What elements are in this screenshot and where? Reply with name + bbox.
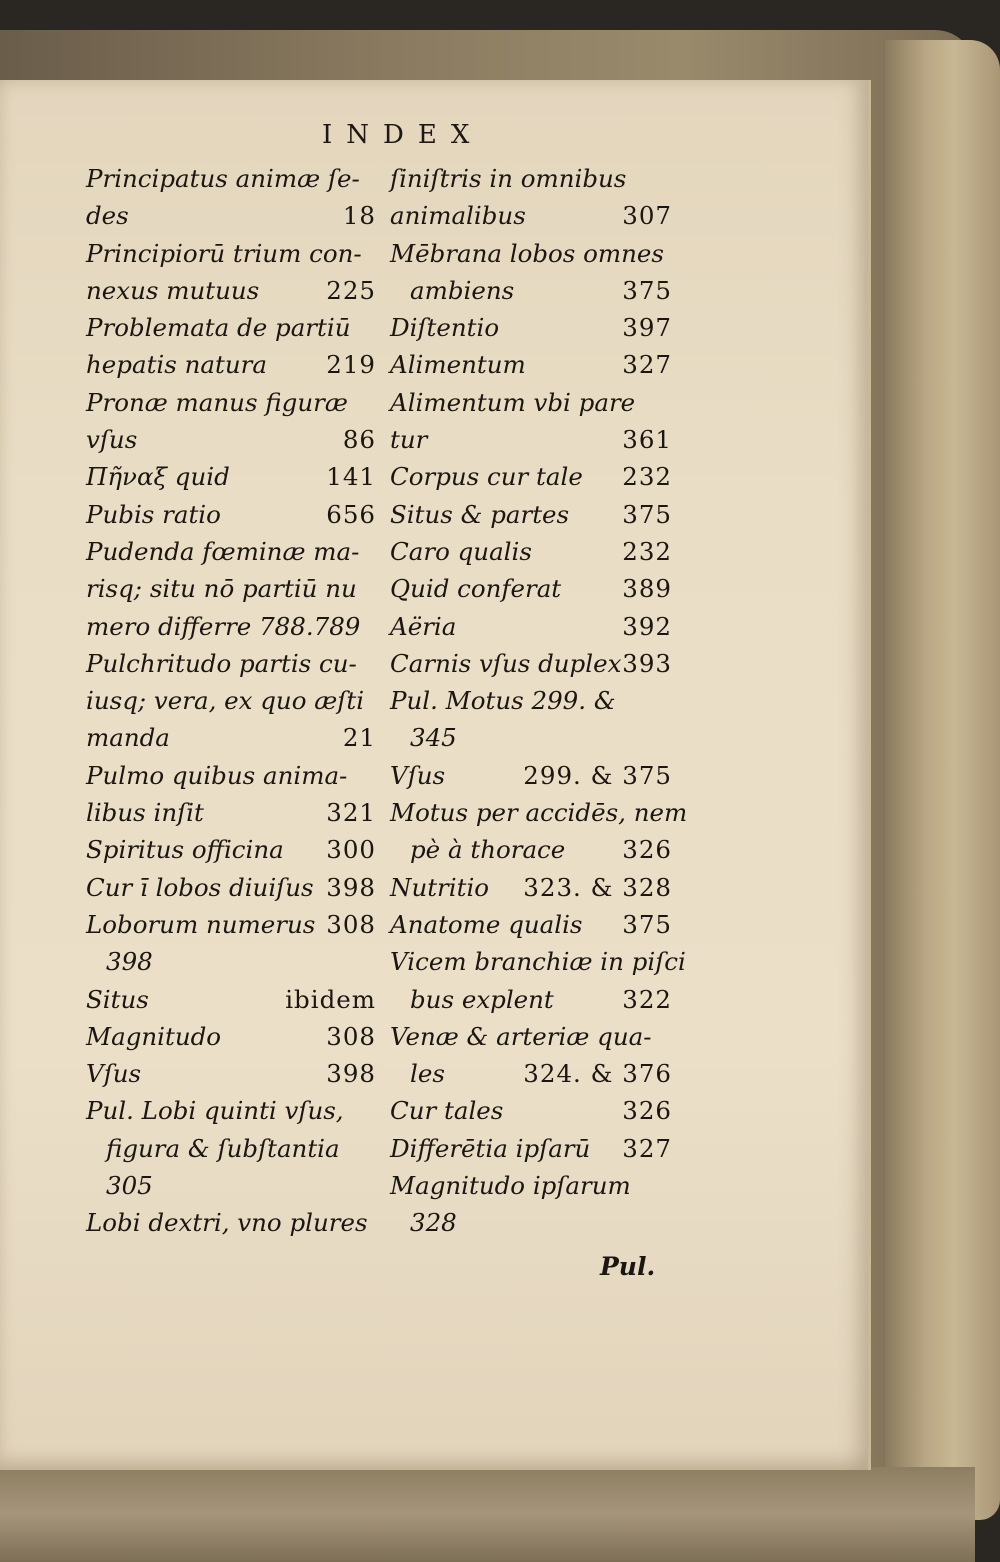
index-entry-text: bus explent bbox=[410, 984, 554, 1014]
index-entry bbox=[86, 1055, 376, 1092]
index-entry-text: 305 bbox=[106, 1171, 153, 1201]
index-entry bbox=[86, 757, 376, 794]
index-entry-text: Vſus bbox=[390, 760, 446, 790]
index-entry bbox=[390, 757, 672, 794]
index-entry-page: 219 bbox=[326, 350, 376, 380]
index-entry-text: les bbox=[410, 1059, 445, 1089]
index-entry-text: Quid conferat bbox=[390, 574, 562, 604]
index-entry-page: 232 bbox=[622, 536, 672, 566]
index-entry bbox=[86, 608, 376, 645]
index-entry-page: 225 bbox=[326, 275, 376, 305]
index-entry-page: 232 bbox=[622, 462, 672, 492]
index-entry-page: 375 bbox=[622, 275, 672, 305]
index-entry-text: Vſus bbox=[86, 1059, 142, 1089]
index-entry-text: Corpus cur tale bbox=[390, 462, 583, 492]
index-entry-page: 308 bbox=[326, 909, 376, 939]
index-entry bbox=[390, 496, 672, 533]
index-entry-text: ambiens bbox=[410, 275, 515, 305]
index-entry bbox=[86, 197, 376, 234]
index-entry bbox=[86, 831, 376, 868]
index-entry bbox=[86, 981, 376, 1018]
index-entry-text: ſiniſtris in omnibus bbox=[390, 164, 627, 193]
index-entry-page: 86 bbox=[342, 425, 376, 455]
index-entry bbox=[390, 570, 672, 607]
index-entry-text: Principatus animæ ſe- bbox=[86, 164, 360, 193]
index-entry bbox=[86, 906, 376, 943]
index-entry bbox=[390, 235, 672, 272]
index-entry-text: Problemata de partiū bbox=[86, 313, 351, 343]
index-entry bbox=[86, 794, 376, 831]
index-entry-text: Carnis vſus duplex bbox=[390, 648, 622, 678]
index-entry-text: animalibus bbox=[390, 201, 526, 231]
index-entry bbox=[390, 384, 672, 421]
index-entry-page: 141 bbox=[326, 462, 376, 492]
index-entry-page: 323. & 328 bbox=[523, 872, 672, 902]
index-entry-text: Pubis ratio bbox=[86, 499, 221, 529]
index-entry bbox=[390, 309, 672, 346]
index-entry bbox=[390, 1018, 672, 1055]
index-entry-text: Alimentum bbox=[390, 350, 526, 380]
index-entry-page: 375 bbox=[622, 909, 672, 939]
index-entry bbox=[86, 570, 376, 607]
index-entry bbox=[86, 1204, 376, 1241]
index-entry-text: manda bbox=[86, 723, 170, 753]
index-entry-text: risq; situ nō partiū nu bbox=[86, 574, 357, 604]
left-index-column bbox=[86, 160, 376, 1242]
index-entry-text: Situs & partes bbox=[390, 499, 570, 529]
index-entry-page: 307 bbox=[622, 201, 672, 231]
index-entry bbox=[86, 384, 376, 421]
index-entry-text: figura & ſubſtantia bbox=[106, 1133, 340, 1163]
index-entry-page: 299. & 375 bbox=[523, 760, 672, 790]
index-entry-page: 397 bbox=[622, 313, 672, 343]
index-entry-text: Pronæ manus figuræ bbox=[86, 387, 348, 417]
index-entry-page: 398 bbox=[326, 1059, 376, 1089]
index-entry-page: 308 bbox=[326, 1021, 376, 1051]
index-entry bbox=[86, 1167, 376, 1204]
index-entry-text: Cur ī lobos diuiſus bbox=[86, 872, 314, 902]
index-entry-text: Pulmo quibus anima- bbox=[86, 760, 348, 790]
index-entry-text: Alimentum vbi pare bbox=[390, 387, 636, 417]
index-entry bbox=[86, 533, 376, 570]
index-entry bbox=[86, 346, 376, 383]
index-entry bbox=[390, 831, 672, 868]
index-entry bbox=[86, 645, 376, 682]
index-entry bbox=[86, 160, 376, 197]
index-entry-text: nexus mutuus bbox=[86, 275, 260, 305]
index-entry-text: mero differre 788.789 bbox=[86, 611, 361, 641]
index-entry bbox=[390, 682, 672, 719]
index-entry-text: 328 bbox=[410, 1208, 457, 1238]
cover-bottom-edge bbox=[0, 1467, 975, 1562]
index-entry-text: 398 bbox=[106, 947, 153, 977]
index-entry-text: Anatome qualis bbox=[390, 909, 583, 939]
index-entry-text: 345 bbox=[410, 723, 457, 753]
index-entry bbox=[86, 309, 376, 346]
index-entry bbox=[390, 906, 672, 943]
index-entry bbox=[86, 943, 376, 980]
index-entry bbox=[86, 719, 376, 756]
index-entry bbox=[390, 160, 672, 197]
index-entry-text: Situs bbox=[86, 984, 149, 1014]
index-entry bbox=[390, 719, 672, 756]
index-entry bbox=[390, 1092, 672, 1129]
index-entry bbox=[390, 533, 672, 570]
index-entry bbox=[390, 943, 686, 980]
index-entry-text: vſus bbox=[86, 425, 138, 455]
index-entry-text: Principiorū trium con- bbox=[86, 238, 362, 268]
index-entry bbox=[86, 869, 376, 906]
index-entry-text: Vicem branchiæ in piſci bbox=[390, 947, 686, 977]
index-entry bbox=[86, 458, 376, 495]
index-entry-page: 375 bbox=[622, 499, 672, 529]
index-entry bbox=[86, 1130, 376, 1167]
index-entry-text: Cur tales bbox=[390, 1096, 504, 1126]
index-entry-page: ibidem bbox=[285, 984, 376, 1014]
index-entry-page: 322 bbox=[622, 984, 672, 1014]
index-entry bbox=[390, 421, 672, 458]
index-entry bbox=[86, 1092, 376, 1129]
index-entry bbox=[390, 197, 672, 234]
index-entry-text: Pul. Motus 299. & bbox=[390, 686, 616, 716]
index-entry-text: Spiritus officina bbox=[86, 835, 284, 865]
index-entry bbox=[86, 682, 376, 719]
index-entry-page: 326 bbox=[622, 835, 672, 865]
index-entry-text: Motus per accidēs, nem bbox=[390, 798, 688, 828]
page-header: INDEX bbox=[322, 120, 484, 150]
index-entry-page: 389 bbox=[622, 574, 672, 604]
catchword: Pul. bbox=[600, 1252, 656, 1281]
index-entry bbox=[390, 981, 672, 1018]
index-entry-page: 398 bbox=[326, 872, 376, 902]
index-entry-page: 324. & 376 bbox=[523, 1059, 672, 1089]
index-entry-page: 300 bbox=[326, 835, 376, 865]
index-entry-text: pè à thorace bbox=[410, 835, 566, 865]
index-entry-text: Pulchritudo partis cu- bbox=[86, 648, 357, 678]
index-entry-text: Pudenda fœminæ ma- bbox=[86, 536, 360, 566]
index-entry-page: 21 bbox=[342, 723, 376, 753]
index-entry-page: 321 bbox=[326, 798, 376, 828]
right-index-column bbox=[390, 160, 688, 1242]
index-entry-text: iusq; vera, ex quo æſti bbox=[86, 686, 365, 716]
index-entry bbox=[86, 496, 376, 533]
index-entry-text: Magnitudo bbox=[86, 1021, 222, 1051]
index-entry-text: Loborum numerus bbox=[86, 909, 316, 939]
index-entry bbox=[390, 346, 672, 383]
index-entry-text: Nutritio bbox=[390, 872, 490, 902]
index-entry bbox=[390, 608, 672, 645]
index-entry-page: 18 bbox=[342, 201, 376, 231]
index-entry-page: 327 bbox=[622, 1133, 672, 1163]
index-entry bbox=[390, 1055, 672, 1092]
index-entry-text: Pul. Lobi quinti vſus, bbox=[86, 1096, 344, 1126]
index-entry-text: hepatis natura bbox=[86, 350, 267, 380]
index-entry bbox=[390, 272, 672, 309]
index-entry-text: Aëria bbox=[390, 611, 457, 641]
index-entry bbox=[86, 421, 376, 458]
index-entry bbox=[86, 235, 376, 272]
index-entry-text: Πῆναξ quid bbox=[86, 462, 230, 492]
index-entry-page: 656 bbox=[326, 499, 376, 529]
index-entry-text: Magnitudo ipſarum bbox=[390, 1171, 631, 1201]
index-entry-text: Venæ & arteriæ qua- bbox=[390, 1021, 652, 1051]
index-entry bbox=[390, 645, 672, 682]
index-entry-page: 327 bbox=[622, 350, 672, 380]
index-entry bbox=[390, 1167, 672, 1204]
index-entry bbox=[390, 458, 672, 495]
index-entry bbox=[86, 1018, 376, 1055]
index-entry-page: 392 bbox=[622, 611, 672, 641]
index-entry-text: Mēbrana lobos omnes bbox=[390, 238, 664, 268]
index-entry bbox=[390, 1130, 672, 1167]
index-entry-text: libus inſit bbox=[86, 798, 204, 828]
index-entry-page: 326 bbox=[622, 1096, 672, 1126]
index-entry-text: des bbox=[86, 201, 129, 231]
index-entry bbox=[390, 794, 688, 831]
cover-edge bbox=[885, 40, 1000, 1520]
index-entry-text: Caro qualis bbox=[390, 536, 532, 566]
index-entry bbox=[390, 1204, 672, 1241]
index-entry bbox=[390, 869, 672, 906]
index-entry-text: Lobi dextri, vno plures bbox=[86, 1208, 368, 1238]
index-entry-text: Differētia ipſarū bbox=[390, 1133, 591, 1163]
index-entry-text: Diſtentio bbox=[390, 313, 500, 343]
index-entry-page: 361 bbox=[622, 425, 672, 455]
index-entry-text: tur bbox=[390, 425, 428, 455]
index-entry bbox=[86, 272, 376, 309]
index-entry-page: 393 bbox=[622, 648, 672, 678]
